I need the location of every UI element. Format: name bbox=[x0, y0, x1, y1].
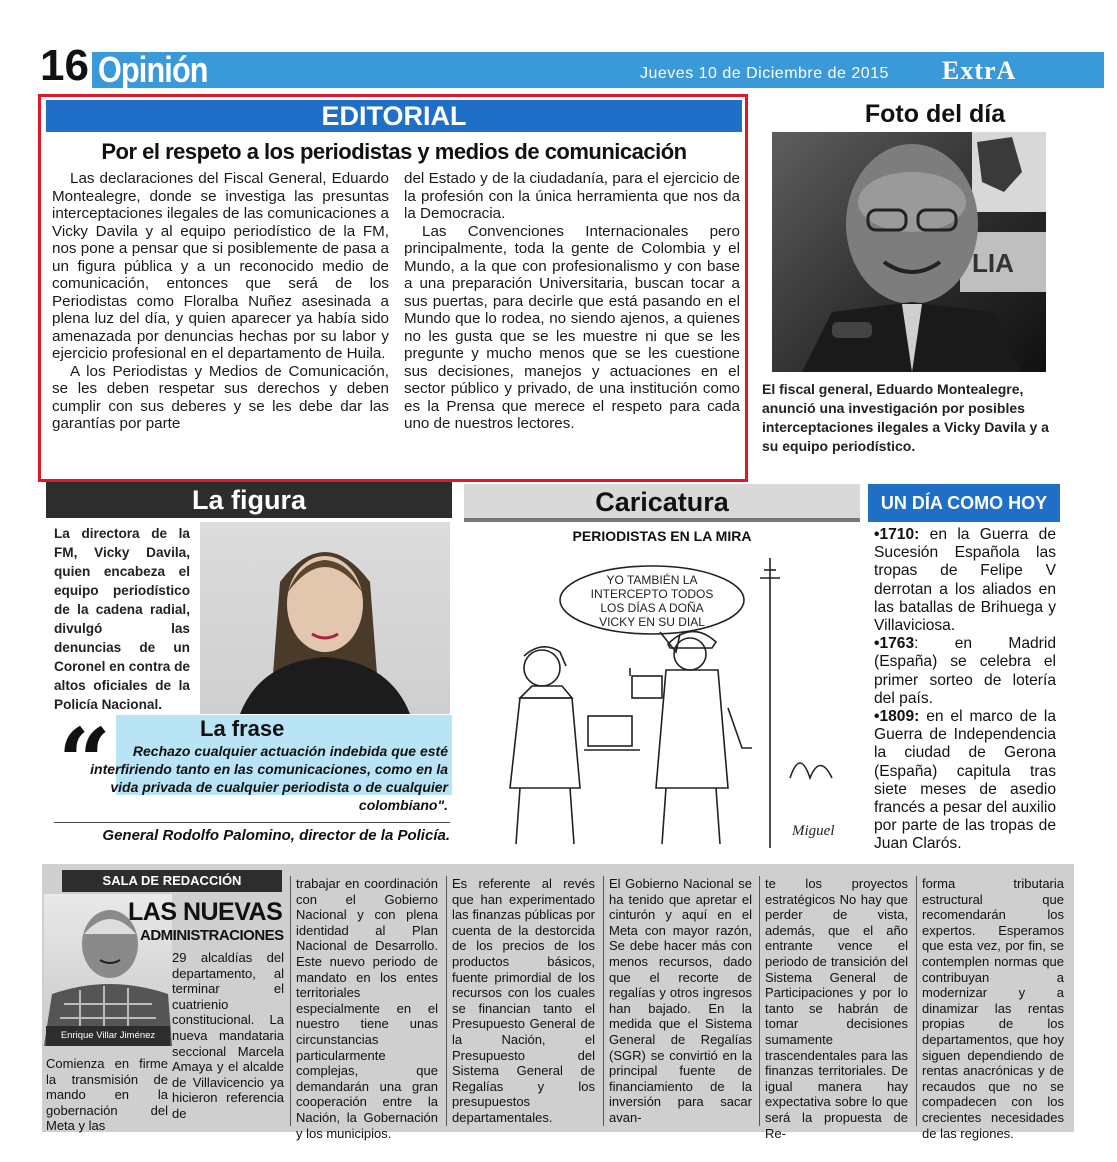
section-title: Opinión bbox=[98, 49, 208, 90]
column-divider bbox=[759, 876, 760, 1126]
history-year: •1710: bbox=[874, 526, 920, 543]
column-text-5: te los proyectos estratégicos No hay que perder de vista, además, que el año entrante vence el periodo de transición del Sistema General de Participaciones y por lo tanto se habrán de tomar decisiones sumamente trascendentales para las finanzas territoriales. De igual manera hay expectativa sobre lo que será la propuesta de Re- bbox=[765, 876, 908, 1141]
la-frase-author: General Rodolfo Palomino, director de la Policía. bbox=[102, 827, 450, 844]
brand-logo: ExtrA bbox=[942, 56, 1017, 85]
page-number: 16 bbox=[40, 41, 89, 90]
un-dia-como-hoy-entries bbox=[874, 526, 1056, 854]
history-entry bbox=[874, 526, 1056, 635]
column-subheadline: ADMINISTRACIONES bbox=[140, 927, 284, 944]
column-text-3: Es referente al revés que han experimentado las finanzas públicas por cuenta de la destorcida de los precios de los productos básicos, fuente primordial de los recursos con los cuales se financian tanto el Presupuesto General de la Nación, el Presupuesto del Sistema General de Regalías y los presupuestos departamentales. bbox=[452, 876, 595, 1125]
caricatura-subtitle: PERIODISTAS EN LA MIRA bbox=[572, 528, 752, 544]
editorial-column-1 bbox=[52, 170, 389, 433]
editorial-paragraph: A los Periodistas y Medios de Comunicación, se les deben respetar sus derechos y deben cumplir con sus deberes y se les debe dar las garantías por parte bbox=[52, 362, 389, 432]
la-figura-portrait bbox=[200, 522, 450, 714]
column-text-2: trabajar en coordinación con el Gobierno Nacional y con plena identidad al Plan Nacional de Desarrollo. Este nuevo periodo de mandato en los entes territoriales especialmente en el nuestro tiene unas circunstancias particularmente complejas, que demandarán una gran cooperación entre la Nación, la Gobernación y los municipios. bbox=[296, 876, 438, 1141]
editorial-column-2 bbox=[404, 170, 740, 433]
column-text-4: El Gobierno Nacional se ha tenido que apretar el cinturón y aquí en el Meta con mayor razón, Se debe hacer más con menos recursos, dado que el recorte de regalías y otros ingresos han bajado. En la medida que el Sistema General de Regalías (SGR) se convirtió en la principal fuente de financiamiento de la inversión para sacar avan- bbox=[609, 876, 752, 1125]
history-text: : en Madrid (España) se celebra el primer sorteo de lotería del país. bbox=[874, 635, 1056, 707]
photo-of-the-day-title: Foto del día bbox=[864, 100, 1006, 128]
un-dia-como-hoy-title: UN DÍA COMO HOY bbox=[880, 493, 1048, 513]
editorial-headline: Por el respeto a los periodistas y medios de comunicación bbox=[101, 139, 687, 164]
la-frase-title: La frase bbox=[200, 716, 285, 741]
divider bbox=[54, 822, 450, 823]
speech-line: INTERCEPTO TODOS bbox=[590, 587, 714, 601]
quote-icon: “ bbox=[58, 708, 111, 816]
history-text: en el marco de la Guerra de Independencia la ciudad de Gerona (España) capitula tras siete meses de asedio francés a pesar del auxilio por parte de las tropas de Juan Clarós. bbox=[874, 708, 1056, 853]
history-entry bbox=[874, 635, 1056, 708]
history-year: •1763 bbox=[874, 635, 915, 653]
cartoon-illustration bbox=[480, 548, 852, 854]
history-year: •1809: bbox=[874, 708, 920, 726]
la-frase-quote: Rechazo cualquier actuación indebida que esté interfiriendo tanto en las comunicaciones, como en la vida privada de cualquier periodista o de cualquier colombiano". bbox=[90, 743, 448, 813]
editorial-paragraph: Las Convenciones Internacionales pero principalmente, toda la gente de Colombia y el Mundo, a la que con profesionalismo y con base a una preparación Universitaria, buscan tocar a sus puertas, para decirle que está pasando en el Mundo que lo rodea, no siendo ajenos, a quienes no les gusta que se les muestre ni que se les pregunte y mucho menos que se les cuestione sus decisiones, manejos y actuaciones en el sector público y privado, de una institución como es la Prensa que merece el respeto para cada uno de nuestros lectores. bbox=[404, 222, 740, 432]
issue-date: Jueves 10 de Diciembre de 2015 bbox=[640, 65, 889, 82]
column-text-6: forma tributaria estructural que recomendarán los expertos. Esperamos que esta vez, por fin, se contemplen normas que contribuyan a modernizar y a dinamizar las rentas propias de los departamentos, que hoy siguen dependiendo de rentas anacrónicas y de recaudos que no se compadecen con los crecientes necesidades de las regiones. bbox=[922, 876, 1064, 1141]
photo-of-the-day-caption: El fiscal general, Eduardo Montealegre, anunció una investigación por posibles interceptaciones ilegales a Vicky Davila y a su equipo periodístico. bbox=[762, 381, 1049, 454]
history-entry bbox=[874, 708, 1056, 854]
column-headline: LAS NUEVAS bbox=[128, 898, 283, 926]
speech-line: VICKY EN SU DIAL bbox=[599, 615, 705, 629]
la-figura-text: La directora de la FM, Vicky Davila, quien encabeza el equipo periodístico de la cadena radial, divulgó las denuncias de un Coronel en contra de altos oficiales de la Policía Nacional. bbox=[54, 526, 190, 712]
column-divider bbox=[603, 876, 604, 1126]
column-divider bbox=[446, 876, 447, 1126]
history-text: en la Guerra de Sucesión Española las tropas de Felipe V derrotan a los aliados en las batallas de Brihuega y Villaviciosa. bbox=[874, 526, 1056, 635]
column-divider bbox=[290, 876, 291, 1126]
columnist-byline: Enrique Villar Jiménez bbox=[46, 1026, 170, 1046]
la-figura-title: La figura bbox=[191, 485, 306, 515]
sign-text: LIA bbox=[972, 248, 1014, 278]
column-divider bbox=[916, 876, 917, 1126]
column-text-1a: 29 alcaldías del departamento, al terminar el cuatrienio constitucional. La nueva mandataria seccional Marcela Amaya y el alcalde de Villavicencio ya hicieron referencia de bbox=[172, 950, 284, 1121]
photo-of-the-day-image bbox=[772, 132, 1046, 372]
speech-line: LOS DÍAS A DOÑA bbox=[600, 601, 704, 615]
column-text-1b: Comienza en firme la transmisión de mando en la gobernación del Meta y las bbox=[46, 1056, 168, 1134]
editorial-paragraph: Las declaraciones del Fiscal General, Eduardo Montealegre, donde se investiga las presuntas interceptaciones ilegales de las comunicaciones a Vicky Davila y al equipo periodístico de la FM, nos pone a pensar que si posiblemente de pasa a un figura pública y a un reconocido medio de comunicación, entonces que será de los Periodistas como Floralba Nuñez asesinada a plena luz del día, y quien aparecer ya había sido amenazada por denuncias hechas por su labor y ejercicio profesional en el departamento de Huila. bbox=[52, 170, 389, 362]
editorial-label: EDITORIAL bbox=[46, 100, 742, 132]
cartoonist-signature: Miguel bbox=[792, 823, 835, 839]
speech-line: YO TAMBIÉN LA bbox=[606, 573, 698, 587]
caricatura-title: Caricatura bbox=[595, 487, 729, 517]
sala-de-redaccion-tag: SALA DE REDACCIÓN bbox=[62, 870, 282, 892]
editorial-paragraph: del Estado y de la ciudadanía, para el ejercicio de la profesión con la única herramienta que nos da la Democracia. bbox=[404, 170, 740, 222]
